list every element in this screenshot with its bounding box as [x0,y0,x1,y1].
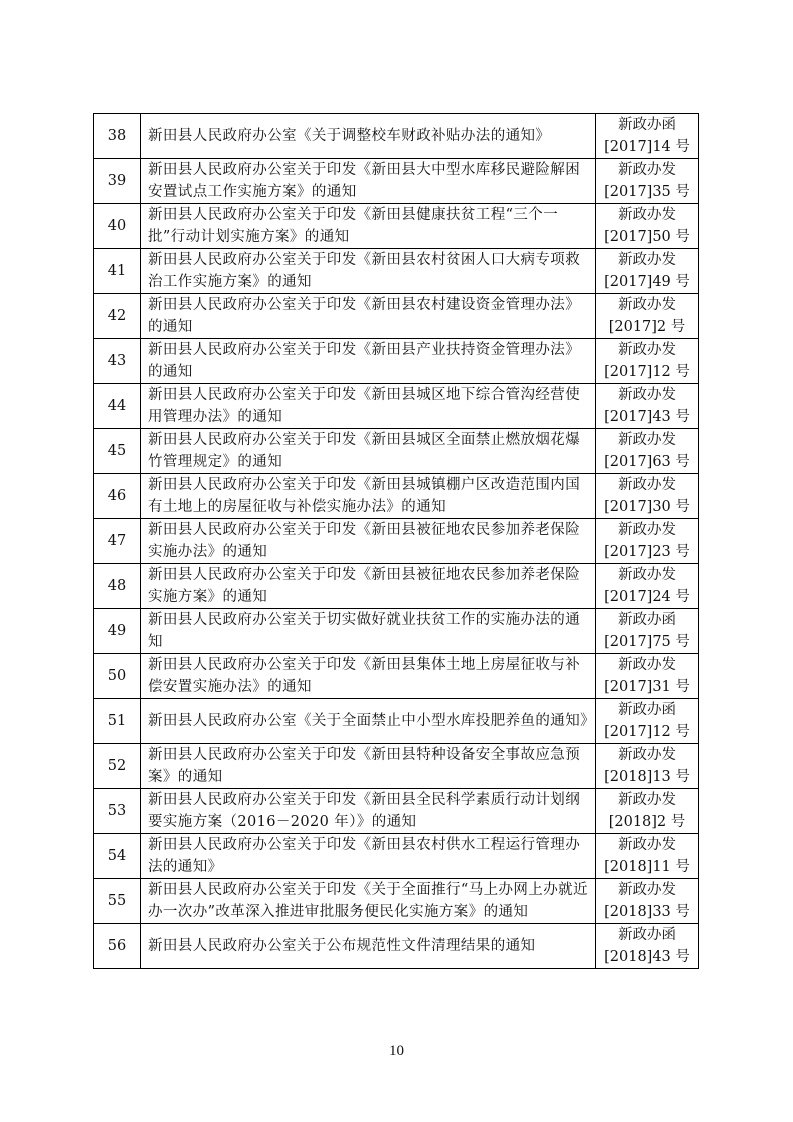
row-number: 55 [94,879,141,924]
table-row [94,474,699,519]
row-number: 56 [94,924,141,969]
document-title: 新田县人民政府办公室关于印发《新田县被征地农民参加养老保险实施办法》的通知 [141,519,596,564]
table-row [94,384,699,429]
document-number: 新政办发 [2017]43 号 [596,384,699,429]
table-row [94,879,699,924]
table-row [94,429,699,474]
document-title: 新田县人民政府办公室关于印发《新田县产业扶持资金管理办法》的通知 [141,339,596,384]
row-number: 53 [94,789,141,834]
document-title: 新田县人民政府办公室关于印发《新田县集体土地上房屋征收与补偿安置实施办法》的通知 [141,654,596,699]
table-row [94,699,699,744]
row-number: 45 [94,429,141,474]
document-list-table [93,113,699,969]
row-number: 38 [94,114,141,159]
document-number: 新政办发 [2018]11 号 [596,834,699,879]
row-number: 46 [94,474,141,519]
document-number: 新政办发 [2017]30 号 [596,474,699,519]
row-number: 50 [94,654,141,699]
table-row [94,789,699,834]
row-number: 52 [94,744,141,789]
document-title: 新田县人民政府办公室关于印发《新田县大中型水库移民避险解困安置试点工作实施方案》的通知 [141,159,596,204]
document-title: 新田县人民政府办公室关于印发《新田县健康扶贫工程“三个一批”行动计划实施方案》的通知 [141,204,596,249]
document-number: 新政办发 [2017]2 号 [596,294,699,339]
document-title: 新田县人民政府办公室关于公布规范性文件清理结果的通知 [141,924,596,969]
document-title: 新田县人民政府办公室《关于调整校车财政补贴办法的通知》 [141,114,596,159]
document-title: 新田县人民政府办公室关于印发《新田县全民科学素质行动计划纲要实施方案（2016－2020 年）》的通知 [141,789,596,834]
row-number: 41 [94,249,141,294]
document-title: 新田县人民政府办公室关于印发《新田县农村建设资金管理办法》的通知 [141,294,596,339]
table-row [94,519,699,564]
table-row [94,204,699,249]
document-title: 新田县人民政府办公室关于印发《关于全面推行“马上办网上办就近办一次办”改革深入推进审批服务便民化实施方案》的通知 [141,879,596,924]
row-number: 49 [94,609,141,654]
table-row [94,744,699,789]
page-number: 10 [389,1043,404,1059]
table-row [94,159,699,204]
document-title: 新田县人民政府办公室关于切实做好就业扶贫工作的实施办法的通知 [141,609,596,654]
document-number: 新政办发 [2017]50 号 [596,204,699,249]
document-number: 新政办函 [2018]43 号 [596,924,699,969]
row-number: 43 [94,339,141,384]
document-number: 新政办发 [2018]33 号 [596,879,699,924]
document-title: 新田县人民政府办公室关于印发《新田县城镇棚户区改造范围内国有土地上的房屋征收与补偿实施办法》的通知 [141,474,596,519]
document-number: 新政办函 [2017]14 号 [596,114,699,159]
row-number: 44 [94,384,141,429]
table-row [94,564,699,609]
table-row [94,924,699,969]
row-number: 47 [94,519,141,564]
document-title: 新田县人民政府办公室《关于全面禁止中小型水库投肥养鱼的通知》 [141,699,596,744]
table-row [94,339,699,384]
document-title: 新田县人民政府办公室关于印发《新田县农村贫困人口大病专项救治工作实施方案》的通知 [141,249,596,294]
table-row [94,609,699,654]
table-row [94,654,699,699]
document-number: 新政办发 [2017]63 号 [596,429,699,474]
table-row [94,834,699,879]
document-title: 新田县人民政府办公室关于印发《新田县特种设备安全事故应急预案》的通知 [141,744,596,789]
row-number: 48 [94,564,141,609]
row-number: 54 [94,834,141,879]
document-title: 新田县人民政府办公室关于印发《新田县农村供水工程运行管理办法的通知》 [141,834,596,879]
row-number: 51 [94,699,141,744]
table-row [94,249,699,294]
document-number: 新政办发 [2018]13 号 [596,744,699,789]
row-number: 40 [94,204,141,249]
row-number: 39 [94,159,141,204]
document-title: 新田县人民政府办公室关于印发《新田县被征地农民参加养老保险实施方案》的通知 [141,564,596,609]
document-number: 新政办函 [2017]75 号 [596,609,699,654]
document-number: 新政办发 [2017]31 号 [596,654,699,699]
document-number: 新政办发 [2017]35 号 [596,159,699,204]
document-number: 新政办发 [2018]2 号 [596,789,699,834]
row-number: 42 [94,294,141,339]
document-number: 新政办发 [2017]24 号 [596,564,699,609]
table-body [94,114,699,969]
document-number: 新政办发 [2017]23 号 [596,519,699,564]
table-row [94,294,699,339]
document-number: 新政办发 [2017]49 号 [596,249,699,294]
document-number: 新政办发 [2017]12 号 [596,339,699,384]
document-title: 新田县人民政府办公室关于印发《新田县城区全面禁止燃放烟花爆竹管理规定》的通知 [141,429,596,474]
table-row [94,114,699,159]
document-title: 新田县人民政府办公室关于印发《新田县城区地下综合管沟经营使用管理办法》的通知 [141,384,596,429]
document-number: 新政办函 [2017]12 号 [596,699,699,744]
